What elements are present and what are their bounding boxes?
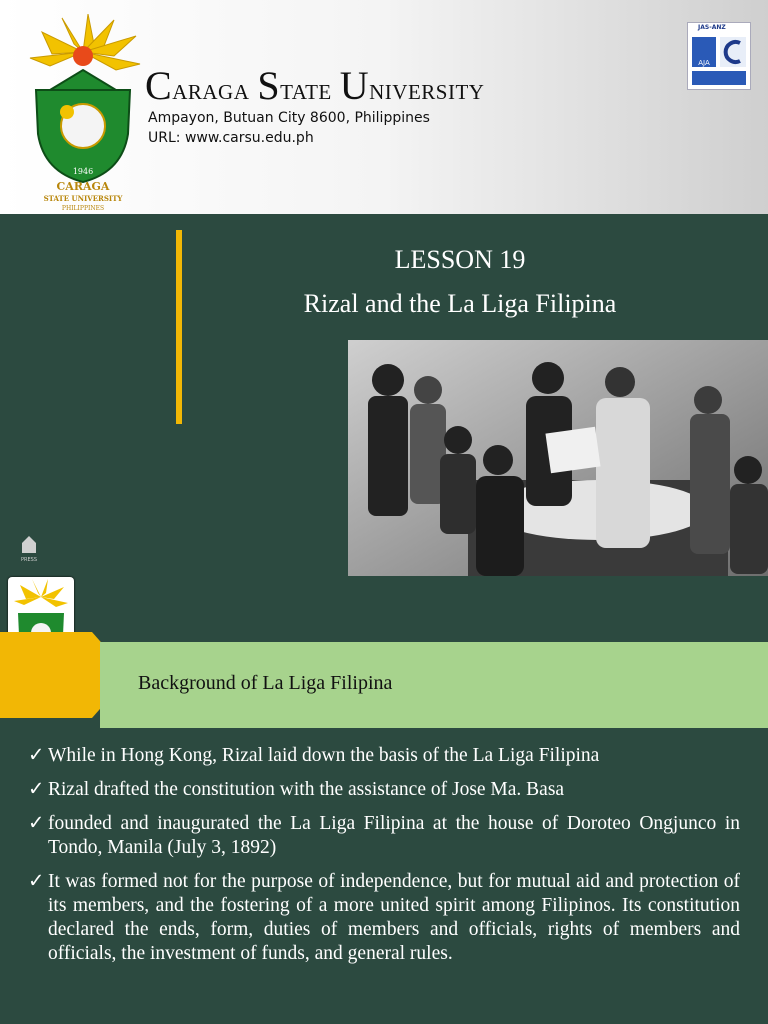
bullet-list xyxy=(28,744,740,976)
bullet-item: ✓ Rizal drafted the constitution with the assistance of Jose Ma. Basa xyxy=(28,779,565,800)
bullet-item: ✓ It was formed not for the purpose of independence, but for mutual aid and protection of its members, and the fostering of a more united spirit among Filipinos. Its constitution declared the ends, form, duties of members and officials, rights of members and officials, the investment of funds, and general rules. xyxy=(28,871,740,964)
check-icon: ✓ xyxy=(28,871,45,892)
logo-year: 1946 xyxy=(72,167,94,176)
url-line: URL: www.carsu.edu.ph xyxy=(148,130,314,146)
logo-text-state: STATE UNIVERSITY xyxy=(43,194,123,203)
section-heading: Background of La Liga Filipina xyxy=(138,672,393,694)
press-icon xyxy=(14,533,44,563)
header xyxy=(0,0,768,214)
lesson-title: Rizal and the La Liga Filipina xyxy=(303,289,617,318)
cert-icon xyxy=(688,23,750,89)
logo-text-philippines: PHILIPPINES xyxy=(61,205,105,212)
liga-filipina-photo xyxy=(348,340,768,576)
address-line: Ampayon, Butuan City 8600, Philippines xyxy=(148,110,430,126)
svg-text:AJA: AJA xyxy=(698,59,710,67)
lesson-title-block xyxy=(250,238,670,326)
certification-badge xyxy=(687,22,751,90)
university-logo xyxy=(22,14,144,214)
section-banner xyxy=(100,642,768,728)
check-icon: ✓ xyxy=(28,745,45,766)
lesson-number: LESSON 19 xyxy=(394,245,526,274)
cert-label: JAS-ANZ xyxy=(698,24,726,31)
svg-text:PRESS: PRESS xyxy=(21,557,37,563)
bullet-item: ✓ While in Hong Kong, Rizal laid down the basis of the La Liga Filipina xyxy=(28,745,600,766)
check-icon: ✓ xyxy=(28,779,45,800)
logo-text-caraga: CARAGA xyxy=(56,180,110,193)
check-icon: ✓ xyxy=(28,813,45,834)
university-address xyxy=(148,108,430,148)
accent-bar xyxy=(176,230,182,424)
bullet-item: ✓ founded and inaugurated the La Liga Filipina at the house of Doroteo Ongjunco in Tondo, Manila (July 3, 1892) xyxy=(28,813,740,858)
university-name: Caraga State University xyxy=(145,63,485,108)
